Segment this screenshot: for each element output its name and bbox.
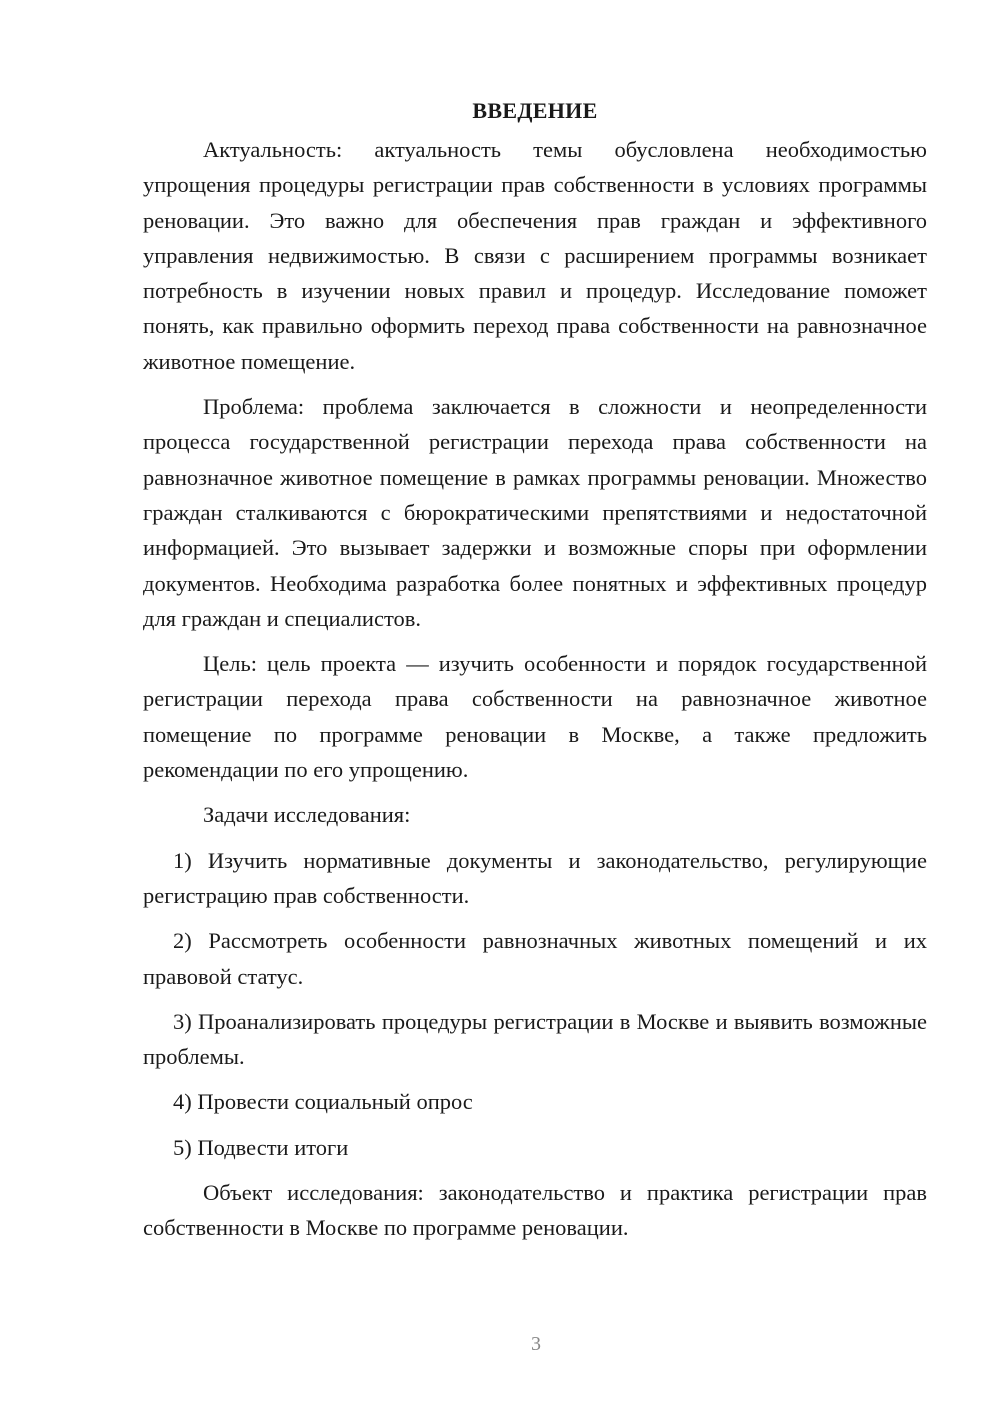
task-item-2: 2) Рассмотреть особенности равнозначных животных помещений и их правовой статус. <box>143 928 927 989</box>
paragraph-relevance: Актуальность: актуальность темы обусловлена необходимостью упрощения процедуры регистрации прав собственности в условиях программы реновации. Это важно для обеспечения прав граждан и эффективного управления недвижимостью. В связи с расширением программы возникает потребность в изучении новых правил и процедур. Исследование поможет понять, как правильно оформить переход права собственности на равнозначное животное помещение. <box>143 137 927 374</box>
task-item-4: 4) Провести социальный опрос <box>173 1089 473 1115</box>
task-item-3: 3) Проанализировать процедуры регистрации в Москве и выявить возможные проблемы. <box>143 1008 927 1070</box>
task-item-1: 1) Изучить нормативные документы и законодательство, регулирующие регистрацию прав собственности. <box>143 847 927 908</box>
page-number: 3 <box>531 1333 541 1355</box>
paragraph-goal: Цель: цель проекта — изучить особенности и порядок государственной регистрации перехода права собственности на равнозначное животное помещение по программе реновации в Москве, а также предложить рекомендации по его упрощению. <box>143 651 927 783</box>
paragraph-problem: Проблема: проблема заключается в сложности и неопределенности процесса государственной регистрации перехода права собственности на равнозначное животное помещение в рамках программы реновации. Множество граждан сталкиваются с бюрократическими препятствиями и недостаточной информацией. Это вызывает задержки и возможные споры при оформлении документов. Необходима разработка более понятных и эффективных процедур для граждан и специалистов. <box>143 394 927 631</box>
section-title: ВВЕДЕНИЕ <box>472 98 598 123</box>
paragraph-object: Объект исследования: законодательство и практика регистрации прав собственности в Москве по программе реновации. <box>143 1180 927 1241</box>
document-page <box>143 96 927 1256</box>
task-item-5: 5) Подвести итоги <box>173 1134 349 1160</box>
tasks-heading: Задачи исследования: <box>203 802 411 828</box>
